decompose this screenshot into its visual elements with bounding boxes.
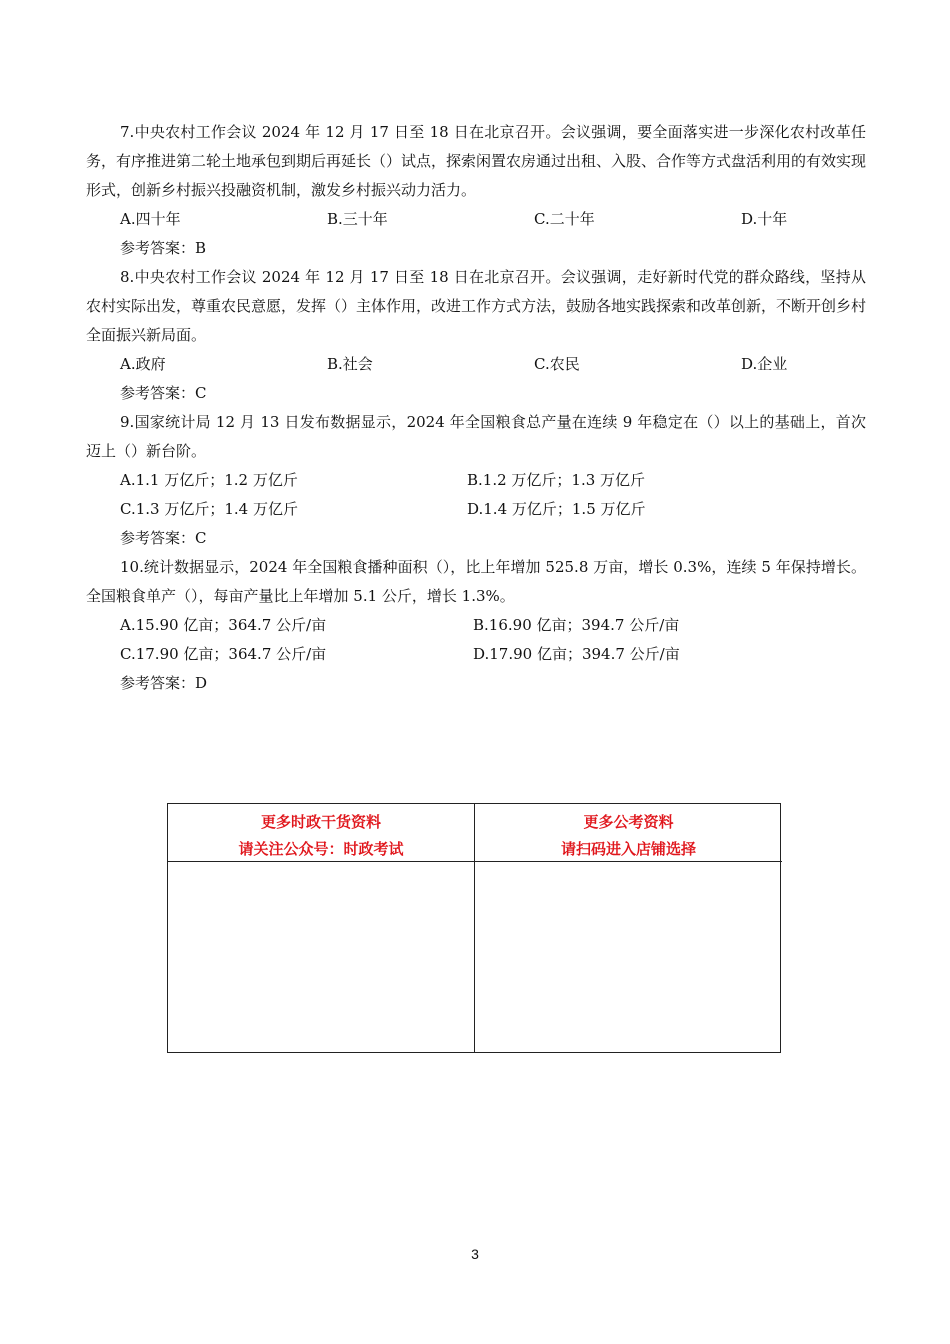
option-b: B.三十年 (327, 210, 388, 228)
page-number: 3 (471, 1246, 479, 1262)
question-text: 7.中央农村工作会议 2024 年 12 月 17 日至 18 日在北京召开。会议强调，要全面落实进一步深化农村改革任务，有序推进第二轮土地承包到期后再延长（）试点，探索闲置农房通过出租、入股、合作等方式盘活利用的有效实现形式，创新乡村振兴投融资机制，激发乡村振兴动力活力。 (86, 123, 867, 199)
option-b: B.1.2 万亿斤；1.3 万亿斤 (467, 471, 646, 489)
options-row (86, 466, 866, 495)
question-list (86, 118, 866, 698)
options-row (86, 350, 866, 379)
reference-answer: 参考答案：C (120, 384, 207, 402)
option-d: D.17.90 亿亩；394.7 公斤/亩 (473, 645, 680, 663)
options-row (86, 611, 866, 640)
option-d: D.企业 (741, 355, 788, 373)
option-b: B.社会 (327, 355, 373, 373)
option-c: C.二十年 (534, 210, 595, 228)
option-d: D.1.4 万亿斤；1.5 万亿斤 (467, 500, 646, 518)
options-row (86, 205, 866, 234)
question-10 (86, 553, 866, 698)
promo-left-qr-area (168, 862, 475, 1052)
reference-answer: 参考答案：C (120, 529, 207, 547)
option-c: C.农民 (534, 355, 580, 373)
option-a: A.四十年 (120, 210, 181, 228)
option-b: B.16.90 亿亩；394.7 公斤/亩 (473, 616, 680, 634)
question-7 (86, 118, 866, 263)
option-a: A.15.90 亿亩；364.7 公斤/亩 (120, 616, 327, 634)
promo-right-header (475, 804, 782, 862)
promo-left-header (168, 804, 475, 862)
promo-left-line1: 更多时政干货资料 (260, 813, 381, 831)
question-text: 8.中央农村工作会议 2024 年 12 月 17 日至 18 日在北京召开。会议强调，走好新时代党的群众路线，坚持从农村实际出发，尊重农民意愿，发挥（）主体作用，改进工作方式方法，鼓励各地实践探索和改革创新，不断开创乡村全面振兴新局面。 (86, 268, 867, 344)
option-c: C.1.3 万亿斤；1.4 万亿斤 (120, 500, 298, 518)
reference-answer: 参考答案：D (120, 674, 208, 692)
promo-right-line1: 更多公考资料 (583, 813, 674, 831)
options-row (86, 495, 866, 524)
promo-table (167, 803, 781, 1053)
option-c: C.17.90 亿亩；364.7 公斤/亩 (120, 645, 327, 663)
question-8 (86, 263, 866, 408)
question-text: 9.国家统计局 12 月 13 日发布数据显示，2024 年全国粮食总产量在连续 9 年稳定在（）以上的基础上，首次迈上（）新台阶。 (86, 413, 866, 460)
promo-left-line2: 请关注公众号：时政考试 (238, 840, 404, 858)
option-d: D.十年 (741, 210, 788, 228)
question-9 (86, 408, 866, 553)
option-a: A.政府 (120, 355, 166, 373)
option-a: A.1.1 万亿斤；1.2 万亿斤 (120, 471, 298, 489)
reference-answer: 参考答案：B (120, 239, 207, 257)
promo-right-qr-area (475, 862, 782, 1052)
promo-right-line2: 请扫码进入店铺选择 (560, 840, 696, 858)
question-text: 10.统计数据显示，2024 年全国粮食播种面积（），比上年增加 525.8 万亩，增长 0.3%，连续 5 年保持增长。全国粮食单产（），每亩产量比上年增加 5.1 公斤，增长 1.3%。 (86, 558, 866, 605)
options-row (86, 640, 866, 669)
